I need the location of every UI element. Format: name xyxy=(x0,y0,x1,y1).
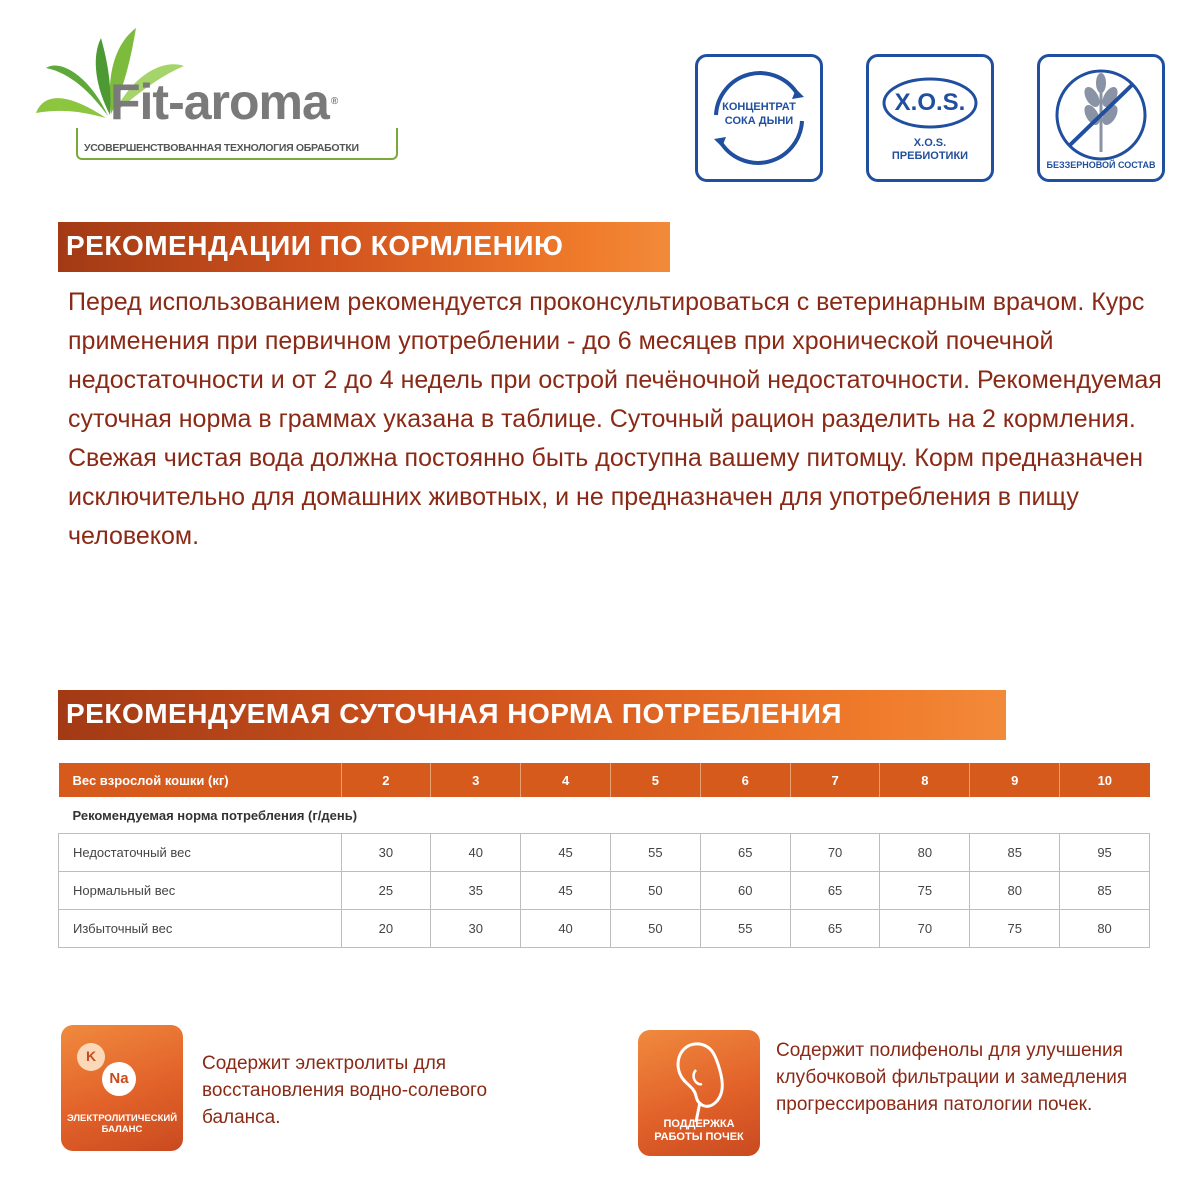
potassium-label: K xyxy=(85,1048,97,1064)
table-cell: 40 xyxy=(431,834,521,872)
badge-line1: БЕЗЗЕРНОВОЙ СОСТАВ xyxy=(1046,160,1156,170)
electrolyte-text: Содержит электролиты для восстановления водно-солевого баланса. xyxy=(202,1053,488,1128)
table-cell: 75 xyxy=(880,872,970,910)
feeding-norm-table xyxy=(58,763,1150,948)
feeding-text: Перед использованием рекомендуется проконсультироваться с ветеринарным врачом. Курс применения при первичном употреблении - до 6 месяцев при хронической почечной недостаточности и от 2 до 4 недель при острой печёночной недостаточности. Рекомендуемая суточная норма в граммах указана в таблице. Суточный рацион разделить на 2 кормления. Свежая чистая вода должна постоянно быть доступна вашему питомцу. Корм предназначен исключительно для домашних животных, и не предназначен для употребления в пищу человеком. xyxy=(68,288,1162,550)
table-cell: 95 xyxy=(1060,834,1150,872)
grain-free-badge xyxy=(1037,54,1165,182)
table-cell: 80 xyxy=(970,872,1060,910)
table-cell: 80 xyxy=(880,834,970,872)
kidney-caption xyxy=(638,1118,760,1144)
table-cell: 70 xyxy=(880,910,970,948)
caption-line2: БАЛАНС xyxy=(101,1124,143,1135)
norm-heading: РЕКОМЕНДУЕМАЯ СУТОЧНАЯ НОРМА ПОТРЕБЛЕНИЯ xyxy=(66,698,842,729)
table-cell: 35 xyxy=(431,872,521,910)
weight-col: 6 xyxy=(700,763,790,797)
table-cell: 40 xyxy=(521,910,611,948)
weight-col: 3 xyxy=(431,763,521,797)
xos-badge xyxy=(866,54,994,182)
table-row xyxy=(59,910,1150,948)
electrolyte-caption xyxy=(61,1113,183,1135)
table-cell: 65 xyxy=(790,872,880,910)
weight-header-label: Вес взрослой кошки (кг) xyxy=(59,763,342,797)
table-cell: 25 xyxy=(341,872,431,910)
table-cell: 45 xyxy=(521,872,611,910)
weight-col: 2 xyxy=(341,763,431,797)
caption-line1: ЭЛЕКТРОЛИТИЧЕСКИЙ xyxy=(66,1113,178,1124)
row-label: Недостаточный вес xyxy=(59,834,342,872)
norm-heading-bar xyxy=(58,690,1006,740)
feeding-heading-bar xyxy=(58,222,670,272)
table-cell: 30 xyxy=(341,834,431,872)
row-label: Избыточный вес xyxy=(59,910,342,948)
table-cell: 75 xyxy=(970,910,1060,948)
brand-tagline: УСОВЕРШЕНСТВОВАННАЯ ТЕХНОЛОГИЯ ОБРАБОТКИ xyxy=(84,142,359,154)
weight-col: 9 xyxy=(970,763,1060,797)
kidney-support-badge xyxy=(638,1030,760,1156)
kidney-text: Содержит полифенолы для улучшения клубочковой фильтрации и замедления прогрессирования патологии почек. xyxy=(776,1040,1128,1115)
table-row xyxy=(59,834,1150,872)
caption-line1: ПОДДЕРЖКА xyxy=(663,1118,735,1130)
badge-line1: КОНЦЕНТРАТ xyxy=(722,101,796,113)
table-header-row xyxy=(59,763,1150,797)
weight-col: 4 xyxy=(521,763,611,797)
table-cell: 80 xyxy=(1060,910,1150,948)
brand-name: Fit-aroma ® xyxy=(110,74,338,130)
table-cell: 85 xyxy=(1060,872,1150,910)
badge-line1: X.O.S. xyxy=(913,137,947,149)
table-cell: 65 xyxy=(700,834,790,872)
melon-juice-badge xyxy=(695,54,823,182)
table-subheader-row xyxy=(59,797,1150,834)
weight-col: 8 xyxy=(880,763,970,797)
table-cell: 50 xyxy=(610,872,700,910)
table-cell: 65 xyxy=(790,910,880,948)
brand-logo xyxy=(36,18,406,168)
xos-big-label: X.O.S. xyxy=(894,89,966,116)
weight-col: 7 xyxy=(790,763,880,797)
table-cell: 45 xyxy=(521,834,611,872)
electrolyte-badge xyxy=(61,1025,183,1151)
table-cell: 50 xyxy=(610,910,700,948)
badge-line2: СОКА ДЫНИ xyxy=(724,115,794,127)
weight-col: 5 xyxy=(610,763,700,797)
badge-line2: ПРЕБИОТИКИ xyxy=(891,150,969,162)
table-cell: 70 xyxy=(790,834,880,872)
table-row xyxy=(59,872,1150,910)
norm-subheader: Рекомендуемая норма потребления (г/день) xyxy=(72,807,358,823)
table-cell: 85 xyxy=(970,834,1060,872)
table-cell: 30 xyxy=(431,910,521,948)
sodium-label: Na xyxy=(109,1070,129,1087)
table-cell: 60 xyxy=(700,872,790,910)
table-cell: 55 xyxy=(700,910,790,948)
table-cell: 20 xyxy=(341,910,431,948)
weight-col: 10 xyxy=(1060,763,1150,797)
row-label: Нормальный вес xyxy=(59,872,342,910)
feeding-heading: РЕКОМЕНДАЦИИ ПО КОРМЛЕНИЮ xyxy=(66,230,564,261)
caption-line2: РАБОТЫ ПОЧЕК xyxy=(654,1131,744,1143)
table-cell: 55 xyxy=(610,834,700,872)
